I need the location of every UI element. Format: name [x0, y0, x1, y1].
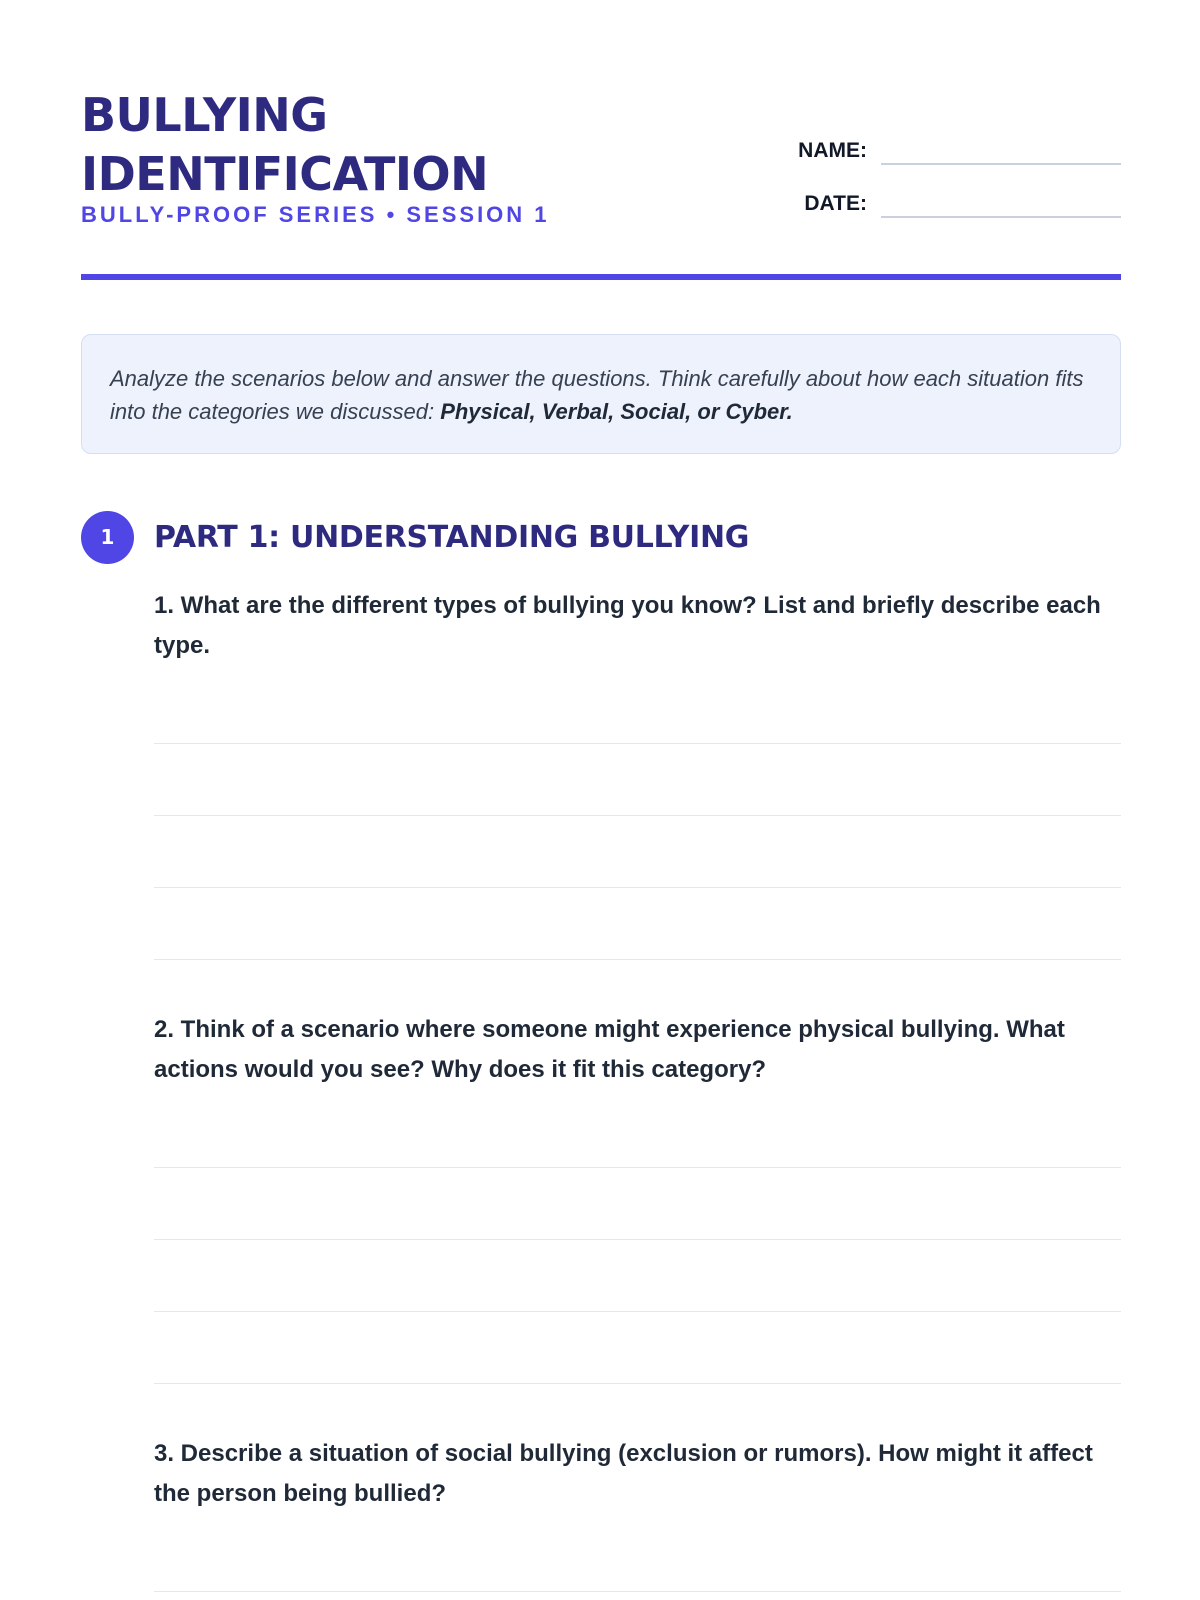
section-number-badge: 1	[81, 511, 134, 564]
section-title: PART 1: UNDERSTANDING BULLYING	[154, 519, 750, 555]
question-list	[154, 586, 1121, 1592]
question-text: 3. Describe a situation of social bullying (exclusion or rumors). How might it affect the person being bullied?	[154, 1440, 1093, 1507]
series-subtitle: BULLY-PROOF SERIES • SESSION 1	[81, 202, 550, 227]
answer-line[interactable]	[154, 1520, 1121, 1592]
worksheet-page	[81, 80, 1121, 1507]
question-text: 1. What are the different types of bullying you know? List and briefly describe each type.	[154, 592, 1101, 659]
answer-line[interactable]	[154, 888, 1121, 960]
title-line-1: BULLYING	[81, 88, 328, 142]
worksheet-title	[81, 86, 488, 204]
answer-line[interactable]	[154, 744, 1121, 816]
instructions-categories: Physical, Verbal, Social, or Cyber.	[440, 399, 793, 424]
answer-area[interactable]	[154, 672, 1121, 960]
answer-area[interactable]	[154, 1520, 1121, 1592]
answer-line[interactable]	[154, 672, 1121, 744]
question-text: 2. Think of a scenario where someone might experience physical bullying. What actions would you see? Why does it fit this category?	[154, 1016, 1065, 1083]
name-field-row	[701, 116, 1121, 169]
question-item	[154, 1434, 1121, 1592]
date-field[interactable]	[881, 216, 1121, 218]
instructions-text: Analyze the scenarios below and answer the questions. Think carefully about how each situation fits into the categories we discussed:	[110, 366, 1084, 424]
date-field-row	[701, 169, 1121, 222]
question-item	[154, 1010, 1121, 1384]
instructions-box	[81, 334, 1121, 454]
answer-area[interactable]	[154, 1096, 1121, 1384]
name-label: NAME:	[798, 139, 867, 162]
header-divider	[81, 274, 1121, 280]
worksheet-header	[81, 80, 1121, 260]
answer-line[interactable]	[154, 1240, 1121, 1312]
answer-line[interactable]	[154, 1096, 1121, 1168]
name-field[interactable]	[881, 163, 1121, 165]
question-item	[154, 586, 1121, 960]
date-label: DATE:	[804, 192, 867, 215]
student-info-fields	[701, 116, 1121, 222]
answer-line[interactable]	[154, 1312, 1121, 1384]
title-line-2: IDENTIFICATION	[81, 147, 489, 201]
section-header	[81, 510, 749, 564]
answer-line[interactable]	[154, 1168, 1121, 1240]
answer-line[interactable]	[154, 816, 1121, 888]
